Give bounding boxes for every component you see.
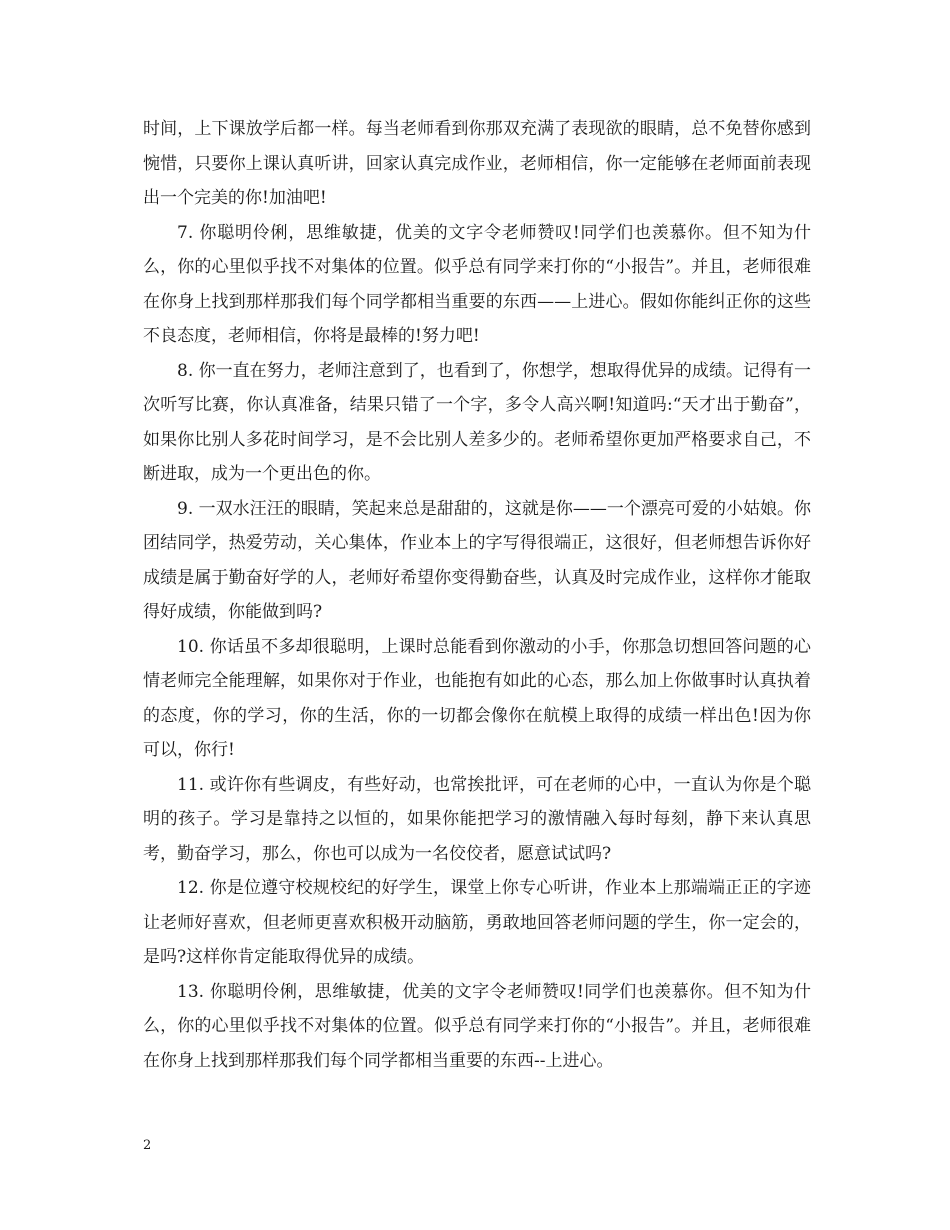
- paragraph-item-10: 10. 你话虽不多却很聪明，上课时总能看到你激动的小手，你那急切想回答问题的心情老师完全能理解，如果你对于作业，也能抱有如此的心态，那么加上你做事时认真执着的态度，你的学习，你的生活，你的一切都会像你在航模上取得的成绩一样出色!因为你可以，你行!: [143, 636, 811, 760]
- paragraph-item-11: 11. 或许你有些调皮，有些好动，也常挨批评，可在老师的心中，一直认为你是个聪明的孩子。学习是靠持之以恒的，如果你能把学习的激情融入每时每刻，静下来认真思考，勤奋学习，那么，你也可以成为一名佼佼者，愿意试试吗?: [143, 774, 811, 864]
- document-body: [143, 112, 811, 1078]
- paragraph-item-8: 8. 你一直在努力，老师注意到了，也看到了，你想学，想取得优异的成绩。记得有一次听写比赛，你认真准备，结果只错了一个字，多令人高兴啊!知道吗:“天才出于勤奋”，如果你比别人多花时间学习，是不会比别人差多少的。老师希望你更加严格要求自己，不断进取，成为一个更出色的你。: [143, 360, 811, 484]
- paragraph-item-13: 13. 你聪明伶俐，思维敏捷，优美的文字令老师赞叹!同学们也羡慕你。但不知为什么，你的心里似乎找不对集体的位置。似乎总有同学来打你的“小报告”。并且，老师很难在你身上找到那样那我们每个同学都相当重要的东西--上进心。: [143, 981, 811, 1071]
- paragraph-item-7: 7. 你聪明伶俐，思维敏捷，优美的文字令老师赞叹!同学们也羡慕你。但不知为什么，你的心里似乎找不对集体的位置。似乎总有同学来打你的“小报告”。并且，老师很难在你身上找到那样那我们每个同学都相当重要的东西——上进心。假如你能纠正你的这些不良态度，老师相信，你将是最棒的!努力吧!: [143, 222, 811, 346]
- paragraph-item-12: 12. 你是位遵守校规校纪的好学生，课堂上你专心听讲，作业本上那端端正正的字迹让老师好喜欢，但老师更喜欢积极开动脑筋，勇敢地回答老师问题的学生，你一定会的，是吗?这样你肯定能取得优异的成绩。: [143, 878, 811, 967]
- paragraph-continuation: 时间，上下课放学后都一样。每当老师看到你那双充满了表现欲的眼睛，总不免替你感到惋惜，只要你上课认真听讲，回家认真完成作业，老师相信，你一定能够在老师面前表现出一个完美的你!加油吧!: [143, 119, 811, 208]
- paragraph-item-9: 9. 一双水汪汪的眼睛，笑起来总是甜甜的，这就是你——一个漂亮可爱的小姑娘。你团结同学，热爱劳动，关心集体，作业本上的字写得很端正，这很好，但老师想告诉你好成绩是属于勤奋好学的人，老师好希望你变得勤奋些，认真及时完成作业，这样你才能取得好成绩，你能做到吗?: [143, 498, 811, 622]
- page-number: 2: [143, 1138, 152, 1153]
